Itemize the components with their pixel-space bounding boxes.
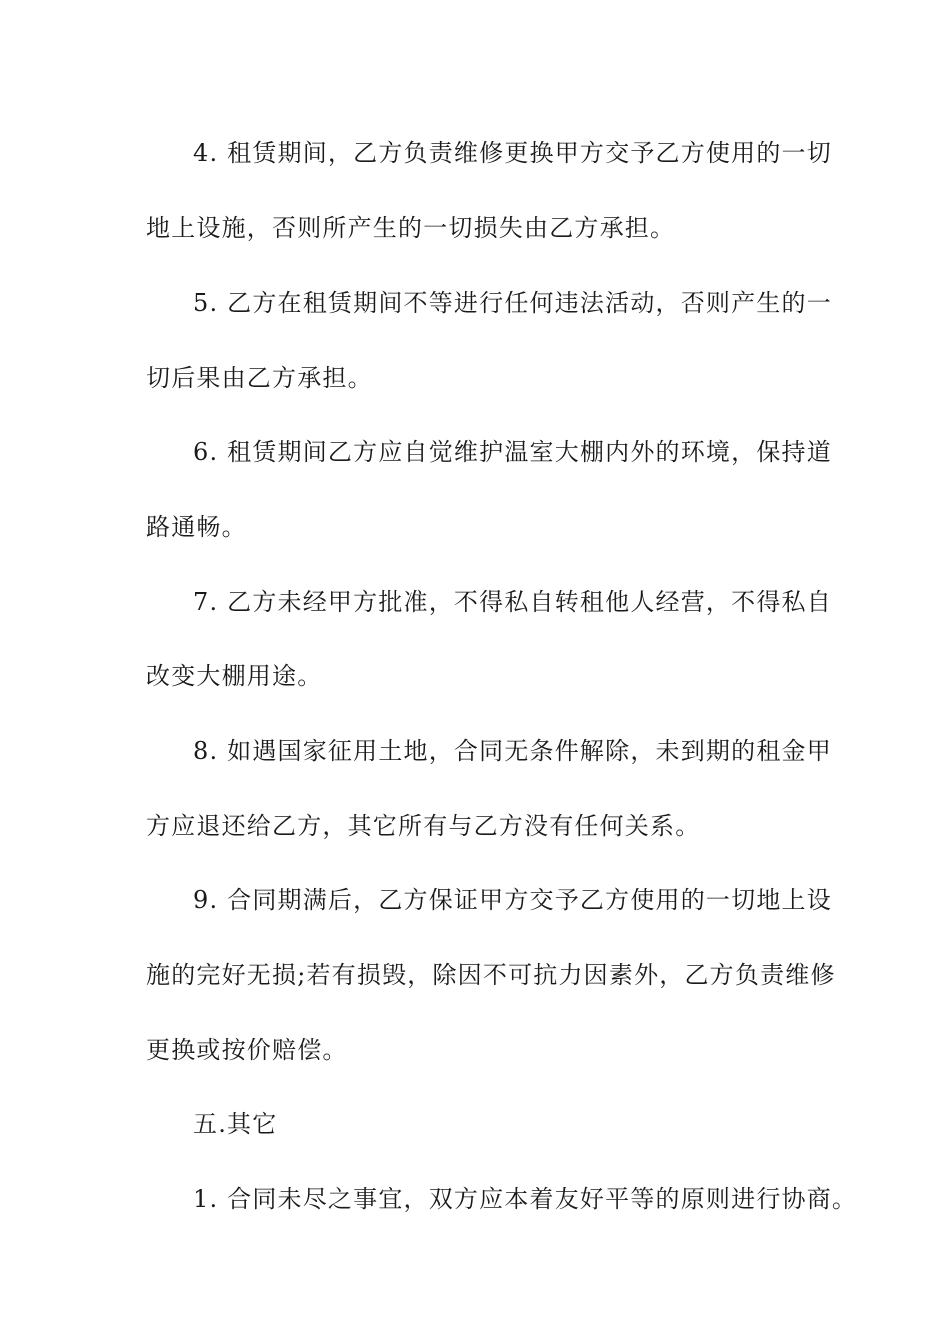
clause-8-line-1: 8. 如遇国家征用土地，合同无条件解除，未到期的租金甲 [193,737,832,765]
clause-7-line-2: 改变大棚用途。 [146,662,323,690]
clause-9-line-2: 施的完好无损;若有损毁，除因不可抗力因素外，乙方负责维修 [146,961,836,989]
clause-7-line-1: 7. 乙方未经甲方批准，不得私自转租他人经营，不得私自 [193,588,832,616]
clause-8-line-2: 方应退还给乙方，其它所有与乙方没有任何关系。 [146,812,701,840]
clause-5-line-2: 切后果由乙方承担。 [146,364,373,392]
clause-4-line-1: 4. 租赁期间，乙方负责维修更换甲方交予乙方使用的一切 [193,139,832,167]
clause-4-line-2: 地上设施，否则所产生的一切损失由乙方承担。 [146,214,676,242]
section-five-heading: 五.其它 [193,1110,278,1138]
section-five-clause-1: 1. 合同未尽之事宜，双方应本着友好平等的原则进行协商。 [193,1185,858,1213]
clause-5-line-1: 5. 乙方在租赁期间不等进行任何违法活动，否则产生的一 [193,289,832,317]
clause-6-line-1: 6. 租赁期间乙方应自觉维护温室大棚内外的环境，保持道 [193,438,832,466]
clause-9-line-3: 更换或按价赔偿。 [146,1036,348,1064]
clause-9-line-1: 9. 合同期满后，乙方保证甲方交予乙方使用的一切地上设 [193,886,832,914]
clause-6-line-2: 路通畅。 [146,513,247,541]
